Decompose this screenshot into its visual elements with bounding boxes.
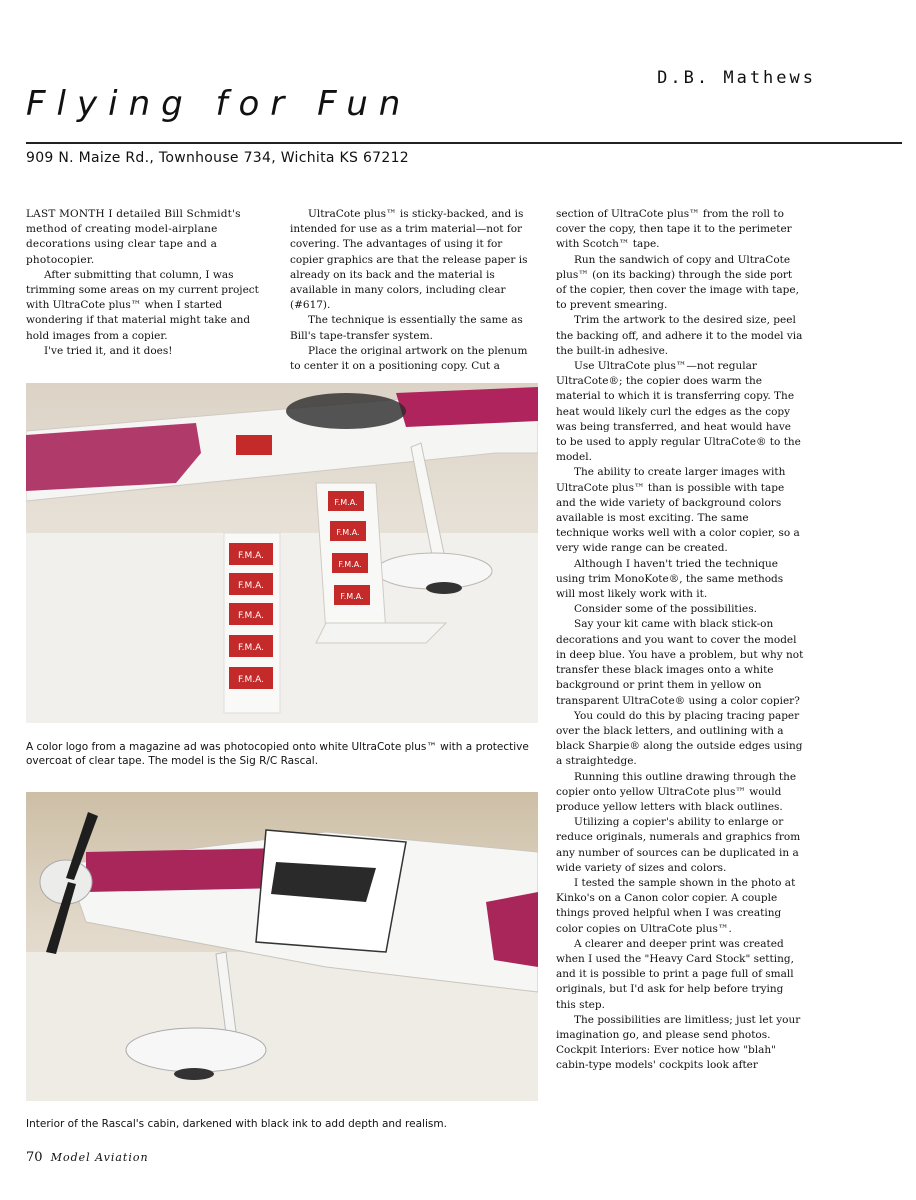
text-column-1 xyxy=(26,207,266,359)
text-column-3 xyxy=(556,207,804,1074)
author-address: 909 N. Maize Rd., Townhouse 734, Wichita KS 67212 xyxy=(26,150,409,166)
paragraph: The ability to create larger images with UltraCote plus™ than is possible with tape and the wide variety of background colors available is most exciting. The same technique works well with a color copier, so a very wide range can be created. xyxy=(556,466,800,555)
paragraph: The technique is essentially the same as Bill's tape-transfer system. xyxy=(290,314,523,342)
paragraph: Although I haven't tried the technique using trim MonoKote®, the same methods will most likely work with it. xyxy=(556,557,784,601)
paragraph: Use UltraCote plus™—not regular UltraCote®; the copier does warm the material to which it is transferring copy. The heat would likely curl the edges as the copy was being transferred, and heat would have to be used to apply regular UltraCote® to the model. xyxy=(556,360,801,464)
paragraph: Trim the artwork to the desired size, peel the backing off, and adhere it to the model via the built-in adhesive. xyxy=(556,314,803,357)
photo-caption-1: A color logo from a magazine ad was photocopied onto white UltraCote plus™ with a protective overcoat of clear tape. The model is the Sig R/C Rascal. xyxy=(26,741,529,767)
paragraph: Place the original artwork on the plenum to center it on a positioning copy. Cut a xyxy=(290,344,528,373)
paragraph: Utilizing a copier's ability to enlarge or reduce originals, numerals and graphics from any number of sources can be duplicated in a wide variety of sizes and colors. xyxy=(556,816,801,874)
logo-decal xyxy=(330,521,366,541)
photo-rascal-cabin-art xyxy=(26,792,538,1101)
paragraph: Running this outline drawing through the copier onto yellow UltraCote plus™ would produce yellow letters with black outlines. xyxy=(556,770,797,813)
photo-logo-decals-art xyxy=(26,383,538,723)
logo-decal xyxy=(328,491,364,511)
photo-rascal-cabin xyxy=(26,792,538,1101)
paragraph: Cockpit Interiors: Ever notice how "blah" cabin-type models' cockpits look after xyxy=(556,1044,776,1072)
magazine-name: Model Aviation xyxy=(50,1151,149,1164)
logo-decal xyxy=(332,553,368,573)
paragraph: I tested the sample shown in the photo at Kinko's on a Canon color copier. A couple things proved helpful when I was creating color copies on UltraCote plus™. xyxy=(556,876,796,935)
logo-decal-text: F.M.A. xyxy=(334,498,358,507)
paragraph: A clearer and deeper print was created when I used the "Heavy Card Stock" setting, and it is possible to print a page full of small originals, but I'd ask for help before trying this step. xyxy=(556,937,794,1011)
paragraph: LAST MONTH I detailed Bill Schmidt's method of creating model-airplane decorations using clear tape and a photocopier. xyxy=(26,208,241,266)
logo-decal-text: F.M.A. xyxy=(336,528,360,537)
column-title: Flying for Fun xyxy=(26,84,412,124)
logo-decal xyxy=(229,635,273,657)
paragraph: After submitting that column, I was trimming some areas on my current project with UltraCote plus™ when I started wondering if that material might take and hold images from a copier. xyxy=(26,268,259,342)
logo-decal xyxy=(229,667,273,689)
paragraph: section of UltraCote plus™ from the roll to cover the copy, then tape it to the perimeter with Scotch™ tape. xyxy=(556,208,792,251)
page-footer xyxy=(26,1150,149,1165)
page-number: 70 xyxy=(26,1150,43,1165)
paragraph: I've tried it, and it does! xyxy=(44,344,173,357)
logo-decal-text: F.M.A. xyxy=(237,675,265,685)
paragraph: Say your kit came with black stick-on decorations and you want to cover the model in deep blue. You have a problem, but why not transfer these black images onto a white background or print them in yellow on transparent UltraCote® using a color copier? xyxy=(556,618,804,707)
logo-decal-text: F.M.A. xyxy=(237,643,265,653)
paragraph: UltraCote plus™ is sticky-backed, and is intended for use as a trim material—not for covering. The advantages of using it for copier graphics are that the release paper is already on its back and the material is available in many colors, including clear (#617). xyxy=(290,208,528,312)
logo-decal-text: F.M.A. xyxy=(237,551,265,561)
logo-decal xyxy=(229,603,273,625)
author-byline: D.B. Mathews xyxy=(657,68,816,88)
paragraph: Consider some of the possibilities. xyxy=(574,603,757,616)
logo-decal-text: F.M.A. xyxy=(237,581,265,591)
logo-decal xyxy=(229,573,273,595)
logo-decal xyxy=(229,543,273,565)
logo-decal xyxy=(334,585,370,605)
paragraph: Run the sandwich of copy and UltraCote plus™ (on its backing) through the side port of the copier, then cover the image with tape, to prevent smearing. xyxy=(556,253,799,312)
logo-decal-text: F.M.A. xyxy=(237,611,265,621)
logo-decal-text: F.M.A. xyxy=(340,592,364,601)
paragraph: The possibilities are limitless; just let your imagination go, and please send photos. xyxy=(556,1013,801,1041)
photo-caption-2: Interior of the Rascal's cabin, darkened with black ink to add depth and realism. xyxy=(26,1118,447,1130)
text-column-2 xyxy=(290,207,536,374)
paragraph: You could do this by placing tracing paper over the black letters, and outlining with a black Sharpie® along the outside edges using a straightedge. xyxy=(556,709,803,768)
logo-decal-text: F.M.A. xyxy=(338,560,362,569)
header-rule xyxy=(26,142,902,144)
photo-logo-decals xyxy=(26,383,538,723)
